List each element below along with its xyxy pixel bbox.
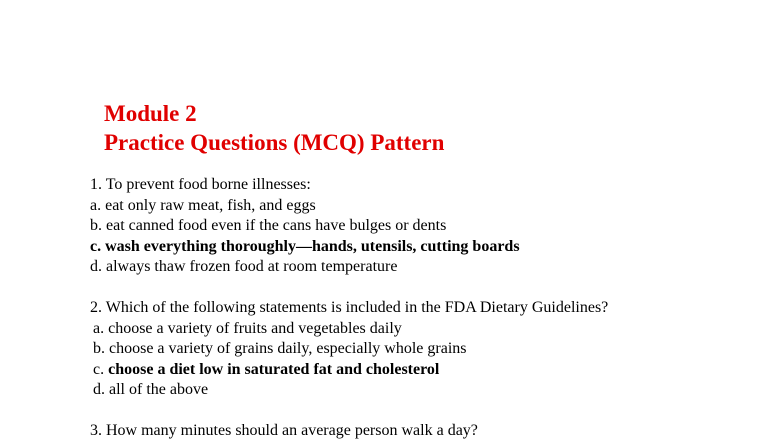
question-2-option-c-text: choose a diet low in saturated fat and cholesterol bbox=[108, 360, 440, 378]
question-2-prompt: 2. Which of the following statements is included in the FDA Dietary Guidelines? bbox=[90, 299, 609, 316]
question-3-prompt: 3. How many minutes should an average person walk a day? bbox=[90, 422, 478, 439]
question-1 bbox=[90, 175, 520, 278]
slide-title bbox=[104, 99, 444, 157]
question-1-option-c-answer: c. wash everything thoroughly—hands, utensils, cutting boards bbox=[90, 237, 520, 255]
question-2-option-b: b. choose a variety of grains daily, especially whole grains bbox=[93, 340, 467, 357]
question-2-option-a: a. choose a variety of fruits and vegetables daily bbox=[93, 319, 402, 337]
question-3 bbox=[90, 421, 478, 442]
title-subtitle: Practice Questions (MCQ) Pattern bbox=[104, 130, 445, 155]
question-1-option-a: a. eat only raw meat, fish, and eggs bbox=[90, 196, 316, 214]
title-module: Module 2 bbox=[104, 101, 197, 126]
question-1-option-d: d. always thaw frozen food at room temperature bbox=[90, 258, 398, 275]
question-2-option-d: d. all of the above bbox=[93, 381, 209, 398]
question-2 bbox=[90, 298, 608, 401]
question-2-option-c-answer bbox=[90, 360, 608, 381]
question-1-prompt: 1. To prevent food borne illnesses: bbox=[90, 176, 311, 193]
question-1-option-b: b. eat canned food even if the cans have bulges or dents bbox=[90, 217, 447, 234]
question-2-option-c-letter: c. bbox=[93, 360, 109, 378]
